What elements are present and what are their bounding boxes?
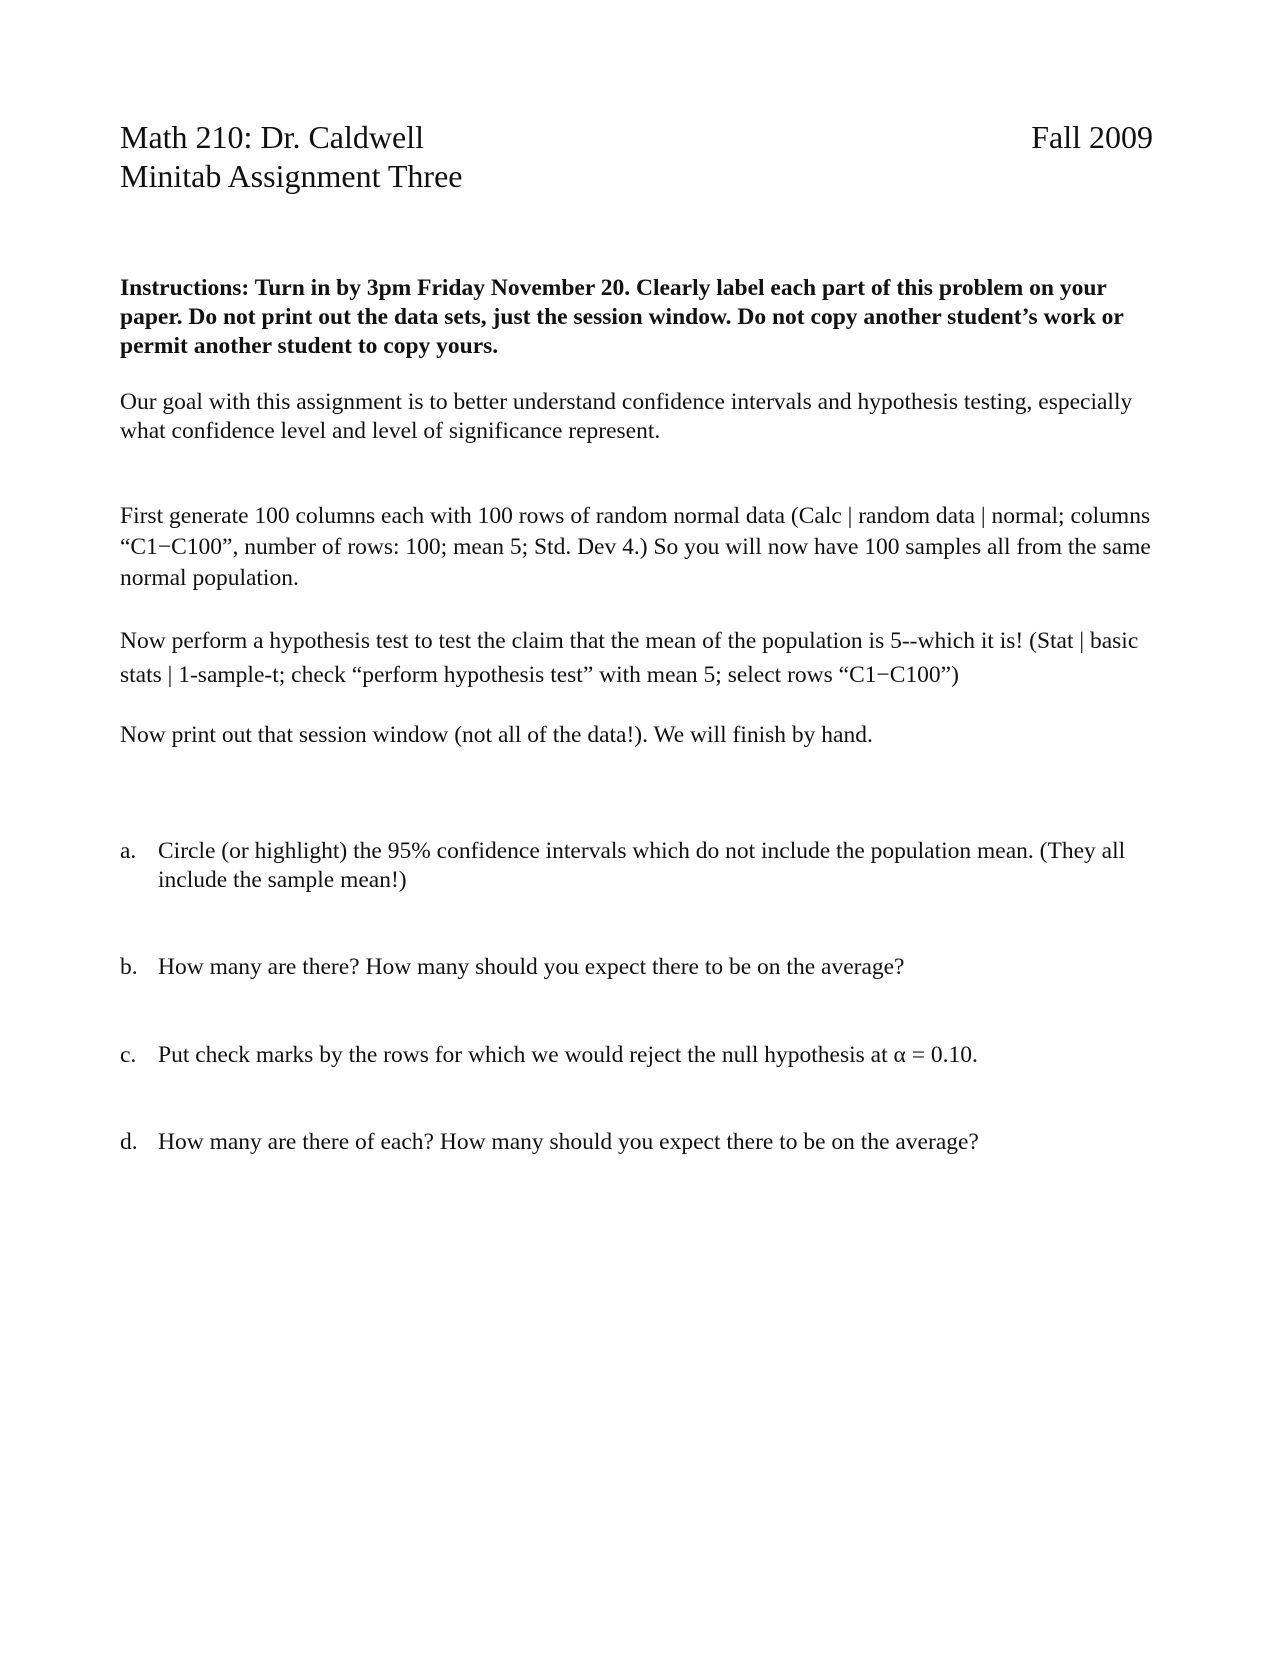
question-text: How many are there? How many should you expect there to be on the average? (158, 954, 905, 980)
assignment-title: Minitab Assignment Three (120, 158, 463, 194)
question-b (120, 953, 1165, 982)
course-title: Math 210: Dr. Caldwell (120, 119, 424, 155)
print-session-paragraph: Now print out that session window (not all of the data!). We will finish by hand. (120, 722, 873, 748)
goal-paragraph: Our goal with this assignment is to better understand confidence intervals and hypothesis testing, especially what confidence level and level of significance represent. (120, 389, 1133, 444)
question-marker: d. (120, 1129, 138, 1155)
hypothesis-test-paragraph: Now perform a hypothesis test to test the claim that the mean of the population is 5--which it is! (Stat | basic stats | 1-sample-t; check “perform hypothesis test” with mean 5; select rows “C1−C100”) (120, 628, 1139, 688)
question-marker: b. (120, 954, 138, 980)
question-text: How many are there of each? How many should you expect there to be on the average? (158, 1129, 979, 1155)
term-label: Fall 2009 (1031, 119, 1153, 155)
question-a (120, 837, 1165, 895)
generate-data-paragraph: First generate 100 columns each with 100 rows of random normal data (Calc | random data | normal; columns “C1−C100”, number of rows: 100; mean 5; Std. Dev 4.) So you will now have 100 samples all from the same normal population. (120, 503, 1151, 591)
instructions-paragraph: Instructions: Turn in by 3pm Friday November 20. Clearly label each part of this problem on your paper. Do not print out the data sets, just the session window. Do not copy another student’s work or permit another student to copy yours. (120, 275, 1124, 359)
question-text: Put check marks by the rows for which we would reject the null hypothesis at α = 0.10. (158, 1042, 978, 1068)
question-text: Circle (or highlight) the 95% confidence intervals which do not include the population mean. (They all include the sample mean!) (158, 838, 1126, 893)
document-header (120, 118, 462, 196)
question-d (120, 1128, 1165, 1157)
question-marker: c. (120, 1042, 137, 1068)
question-marker: a. (120, 838, 137, 864)
question-c (120, 1041, 1165, 1070)
